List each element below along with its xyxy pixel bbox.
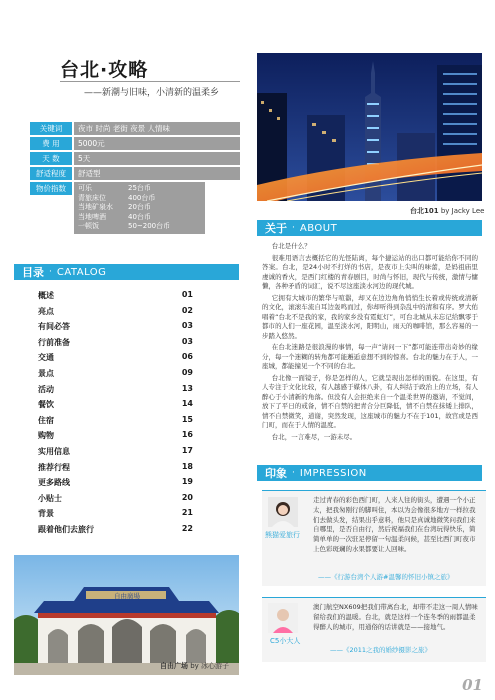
info-key: 舒适程度	[30, 167, 72, 180]
avatar	[268, 603, 298, 633]
info-key: 关键词	[30, 122, 72, 135]
catalog-list	[38, 290, 193, 540]
price-list	[74, 182, 205, 234]
avatar-name[interactable]: 熊猫爱旅行	[265, 531, 300, 539]
info-row-prices	[30, 182, 240, 234]
section-title-en: IMPRESSION	[299, 467, 367, 479]
liberty-square-photo	[14, 555, 239, 675]
list-item[interactable]: 购物 16	[38, 430, 193, 441]
info-value: 舒适型	[74, 167, 240, 180]
about-body	[262, 242, 478, 444]
info-row-keywords	[30, 122, 240, 135]
page-subtitle: ——新潮与旧味，小清新的温柔乡	[84, 88, 220, 98]
info-key: 费 用	[30, 137, 72, 150]
section-title-zh: 关于	[265, 222, 287, 235]
info-value: 5000元	[74, 137, 240, 150]
price-item: 当地矿泉水 20台币	[78, 203, 151, 211]
list-item[interactable]: 景点 09	[38, 367, 193, 378]
impression-link[interactable]: ——《2011之我的婚纱摄影之旅》	[330, 646, 432, 654]
price-item: 一顿饭 50~200台币	[78, 222, 171, 230]
section-dot: ·	[49, 267, 52, 277]
photo-caption-liberty: 自由广场 by 冰心游子	[160, 662, 230, 670]
price-item: 青旅床位 400台币	[78, 193, 156, 202]
list-item[interactable]: 餐饮 14	[38, 399, 193, 410]
info-row-days	[30, 152, 240, 165]
section-dot: ·	[292, 468, 295, 478]
page-title: 台北·攻略	[60, 59, 149, 81]
gate-plaque-text: 自由廣場	[114, 592, 140, 600]
section-title-en: ABOUT	[299, 222, 338, 234]
price-item: 可乐 25台币	[78, 184, 151, 192]
info-key: 物价指数	[30, 182, 72, 195]
info-value: 夜市 时尚 老街 夜景 人情味	[74, 122, 240, 135]
list-item[interactable]: 交通 06	[38, 352, 193, 363]
about-header	[257, 220, 482, 236]
list-item[interactable]: 更多路线 19	[38, 477, 193, 488]
list-item[interactable]: 概述 01	[38, 290, 193, 300]
about-paragraph: 台北是什么？	[271, 242, 311, 250]
about-paragraph: 在台北迷路是很浪漫的事情，每一声“请问一下”都可能连带出奇妙的缘分，每一个迷糊的转角都可能邂逅意想不到的惊喜。台北的魅力在于人，一座城，都能撞见一个不同的台北。	[262, 343, 478, 370]
avatar-name[interactable]: C5小大人	[270, 637, 301, 645]
list-item[interactable]: 行前准备 03	[38, 336, 193, 347]
about-paragraph: 台北，一言难尽，一游未尽。	[271, 432, 357, 441]
about-paragraph: 它拥有大城市的繁华与喧嚣，却又在边边角角悄悄生长着或传统或清新的文化，滚滚车流自耳边轰鸣而过，你却听得到杂乱中的清和有序。罗大佑唱着“台北不是我的家，我的家乡没有霓虹灯”，可台北城从未忘记给飘零于都市的人们一座花园，温至淡水河，阳明山，雨天的咖啡馆，那么容易的一步踏入悠然。	[262, 293, 478, 340]
info-row-cost	[30, 137, 240, 150]
list-item[interactable]: 推荐行程 18	[38, 461, 193, 472]
section-title-zh: 目录	[22, 266, 44, 279]
impression-link[interactable]: ——《行游台湾个人游#温馨的怀旧小镇之旅》	[318, 573, 454, 581]
list-item[interactable]: 小贴士 20	[38, 492, 193, 503]
list-item[interactable]: 活动 13	[38, 383, 193, 394]
page-number: 01	[462, 676, 483, 694]
taipei-101-illustration	[257, 53, 482, 201]
info-table	[30, 122, 240, 234]
list-item[interactable]: 有间必答 03	[38, 321, 193, 332]
list-item[interactable]: 住宿 15	[38, 414, 193, 425]
avatar	[268, 497, 298, 527]
section-title-en: CATALOG	[56, 266, 107, 278]
liberty-square-illustration	[14, 555, 239, 675]
impression-header	[257, 465, 482, 481]
title-divider	[60, 81, 240, 82]
section-dot: ·	[292, 223, 295, 233]
about-paragraph: 很难用语言去概括它的光怪陆离，每个捷运站的出口都可能给你不同的答案。台北，是24小时不打烊的书店，是夜市上尖叫的味蕾，是妈祖庙里虔诚的香火，是西门红楼的青春剧目，时尚与怀旧，现代与传统，激情与慵懒，各种矛盾的词汇，说不尽这座淡水河边的现代城。	[262, 253, 478, 290]
list-item[interactable]: 跟着他们去旅行 22	[38, 523, 193, 534]
list-item[interactable]: 亮点 02	[38, 305, 193, 316]
about-paragraph: 台北像一面镜子，你是怎样的人，它就呈现出怎样的面貌。在这里，有人专注于文化比较，有人越感于媒体八卦，有人纠结于政治上的立场，有人醉心于小清新的角落。但没有人会拒绝来自一个温柔世界的邀请，不觉间，放下了平日的戒备，情不自禁的把青合分巨降低，情不自禁在抹矮上排队，情不自禁微笑，道谢，突然发现，这座城市的魅力不在于101，故宫或是西门町，而在于人情的温度。	[262, 373, 478, 429]
info-value: 5天	[74, 152, 240, 165]
catalog-header	[14, 264, 239, 280]
section-title-zh: 印象	[265, 467, 287, 480]
price-item: 当地啤酒 40台币	[78, 212, 151, 221]
photo-caption-101: 台北101 by Jacky Lee	[410, 207, 485, 215]
impression-text: 澳门航空NX609把我们带离台北，却带不走这一周人情味留给我们的温暖。台北，就是这样一个连冬季的雨都温柔得醉人的城市，用通俗的话讲就是——接地气。	[313, 603, 478, 631]
taipei-101-photo	[257, 53, 482, 201]
list-item[interactable]: 实用信息 17	[38, 445, 193, 456]
info-key: 天 数	[30, 152, 72, 165]
info-row-comfort	[30, 167, 240, 180]
impression-text: 走过青春的彩色西门町，人来人往的街头，遭遇一个小正太，把我匆刚行的脚叫住，本以为会像很多地方一样拉我们去做头发，结果出乎意料，他只是真诚地微笑问我们来自哪里，是否自由行，然后祝福我们在台湾玩得快乐，简简单单的一次驻足停留一句温柔问候，甚至比西门町夜市上色彩斑斓的水果都要让人回味。	[313, 496, 476, 553]
list-item[interactable]: 背景 21	[38, 508, 193, 519]
